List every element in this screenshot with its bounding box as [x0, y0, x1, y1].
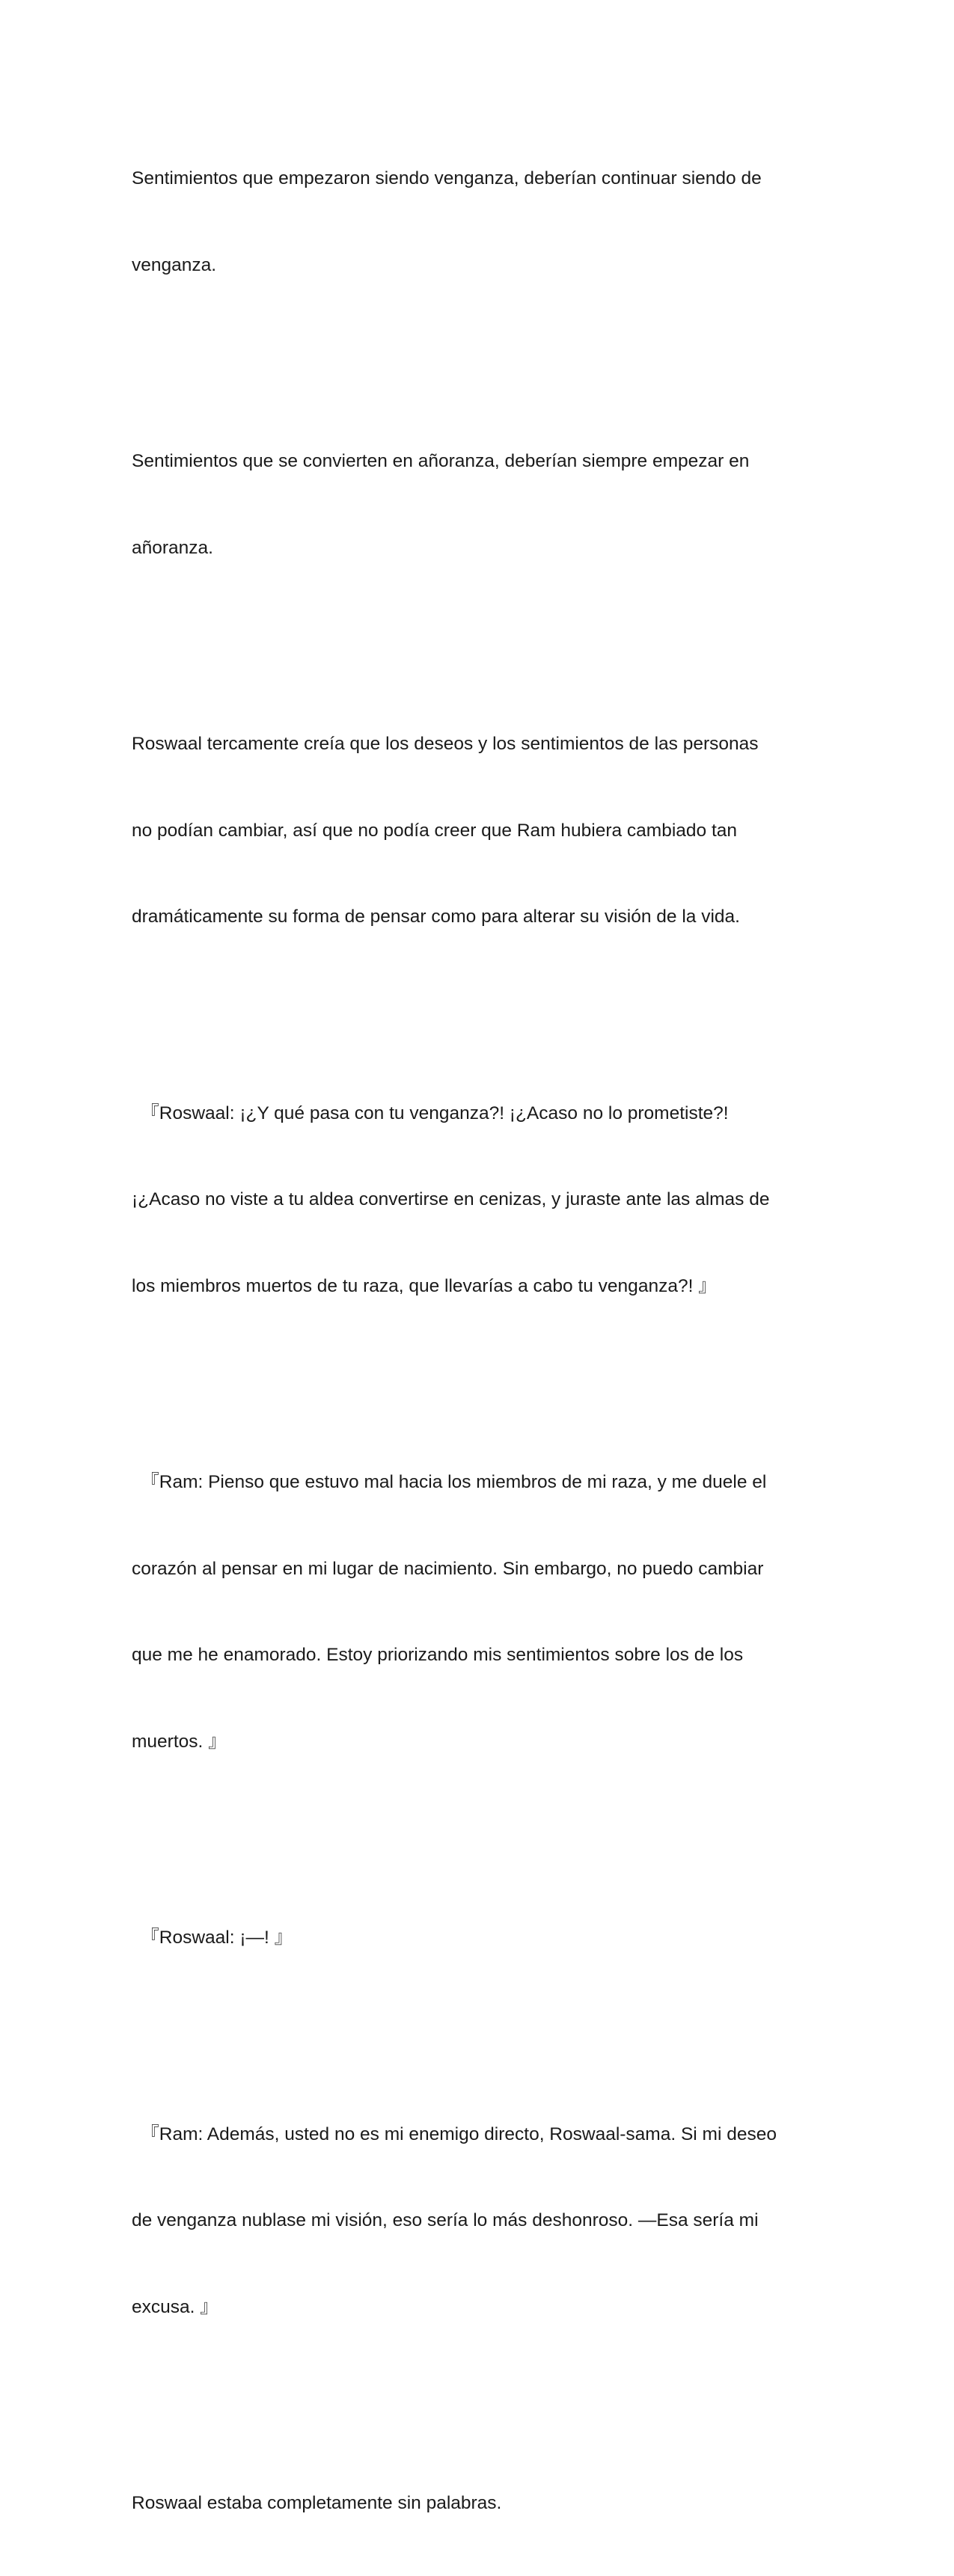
paragraph: [132, 672, 828, 990]
paragraph: [132, 390, 828, 620]
text-line: 『Ram: Pienso que estuvo mal hacia los miembros de mi raza, y me duele el: [132, 1472, 767, 1492]
dialogue-paragraph: [132, 1042, 828, 1359]
text-line: Sentimientos que empezaron siendo venganza, deberían continuar siendo de: [132, 168, 762, 188]
paragraph: [132, 107, 828, 337]
text-line: venganza.: [132, 254, 217, 275]
dialogue-paragraph: [132, 2063, 828, 2380]
text-line: añoranza.: [132, 537, 213, 558]
text-line: los miembros muertos de tu raza, que llevarías a cabo tu venganza?! 』: [132, 1275, 717, 1296]
text-line: ¡¿Acaso no viste a tu aldea convertirse en cenizas, y juraste ante las almas de: [132, 1189, 770, 1209]
text-line: excusa. 』: [132, 2296, 218, 2317]
dialogue-paragraph: [132, 1866, 828, 2011]
dialogue-paragraph: [132, 1411, 828, 1814]
text-line: dramáticamente su forma de pensar como para alterar su visión de la vida.: [132, 907, 740, 927]
text-line: que me he enamorado. Estoy priorizando mis sentimientos sobre los de los: [132, 1645, 744, 1665]
text-line: 『Ram: Además, usted no es mi enemigo directo, Roswaal-sama. Si mi deseo: [132, 2123, 777, 2144]
paragraph: [132, 2432, 828, 2576]
text-line: 『Roswaal: ¡—! 』: [132, 1928, 293, 1948]
text-line: Roswaal tercamente creía que los deseos y los sentimientos de las personas: [132, 734, 759, 754]
text-line: no podían cambiar, así que no podía creer que Ram hubiera cambiado tan: [132, 820, 738, 841]
text-line: de venganza nublase mi visión, eso sería lo más deshonroso. —Esa sería mi: [132, 2210, 759, 2230]
text-line: Sentimientos que se convierten en añoranza, deberían siempre empezar en: [132, 451, 750, 471]
text-line: 『Roswaal: ¡¿Y qué pasa con tu venganza?! ¡¿Acaso no lo prometiste?!: [132, 1103, 729, 1123]
text-line: muertos. 』: [132, 1731, 227, 1752]
text-column: [132, 107, 828, 2576]
text-line: Roswaal estaba completamente sin palabras.: [132, 2493, 502, 2513]
text-line: corazón al pensar en mi lugar de nacimiento. Sin embargo, no puedo cambiar: [132, 1558, 764, 1579]
